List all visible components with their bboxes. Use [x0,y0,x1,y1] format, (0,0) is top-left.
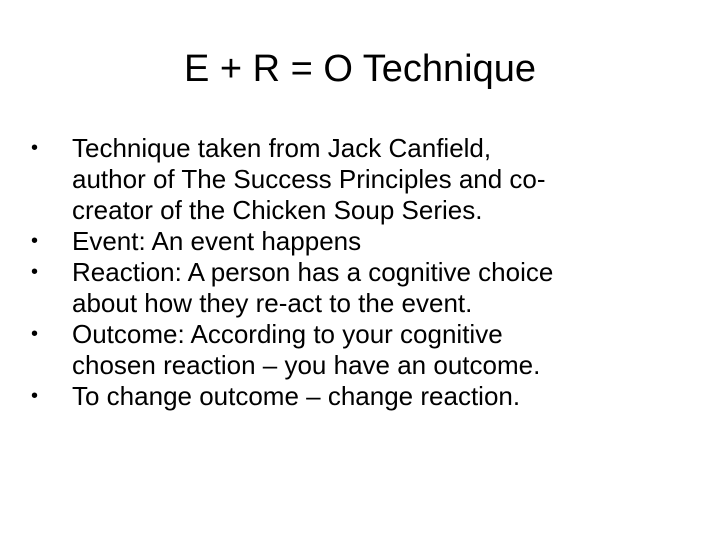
bullet-item-change [30,381,680,412]
bullet-line: Outcome: According to your cognitive [72,319,503,349]
bullet-line: author of The Success Principles and co- [72,164,546,194]
bullet-icon: • [31,385,39,407]
bullet-item-outcome [30,319,680,381]
bullet-line: Technique taken from Jack Canfield, [72,133,492,163]
bullet-line: Reaction: A person has a cognitive choice [72,257,554,287]
bullet-line: Event: An event happens [72,226,362,256]
bullet-line: about how they re-act to the event. [72,288,473,318]
bullet-line: To change outcome – change reaction. [72,381,521,411]
bullet-icon: • [31,137,39,159]
bullet-line: chosen reaction – you have an outcome. [72,350,541,380]
bullet-item-reaction [30,257,680,319]
bullet-list [30,133,680,412]
bullet-item-event [30,226,680,257]
bullet-icon: • [31,261,39,283]
slide-title: E + R = O Technique [183,48,537,90]
bullet-icon: • [31,323,39,345]
bullet-icon: • [31,230,39,252]
bullet-line: creator of the Chicken Soup Series. [72,195,483,225]
bullet-item-source [30,133,680,226]
